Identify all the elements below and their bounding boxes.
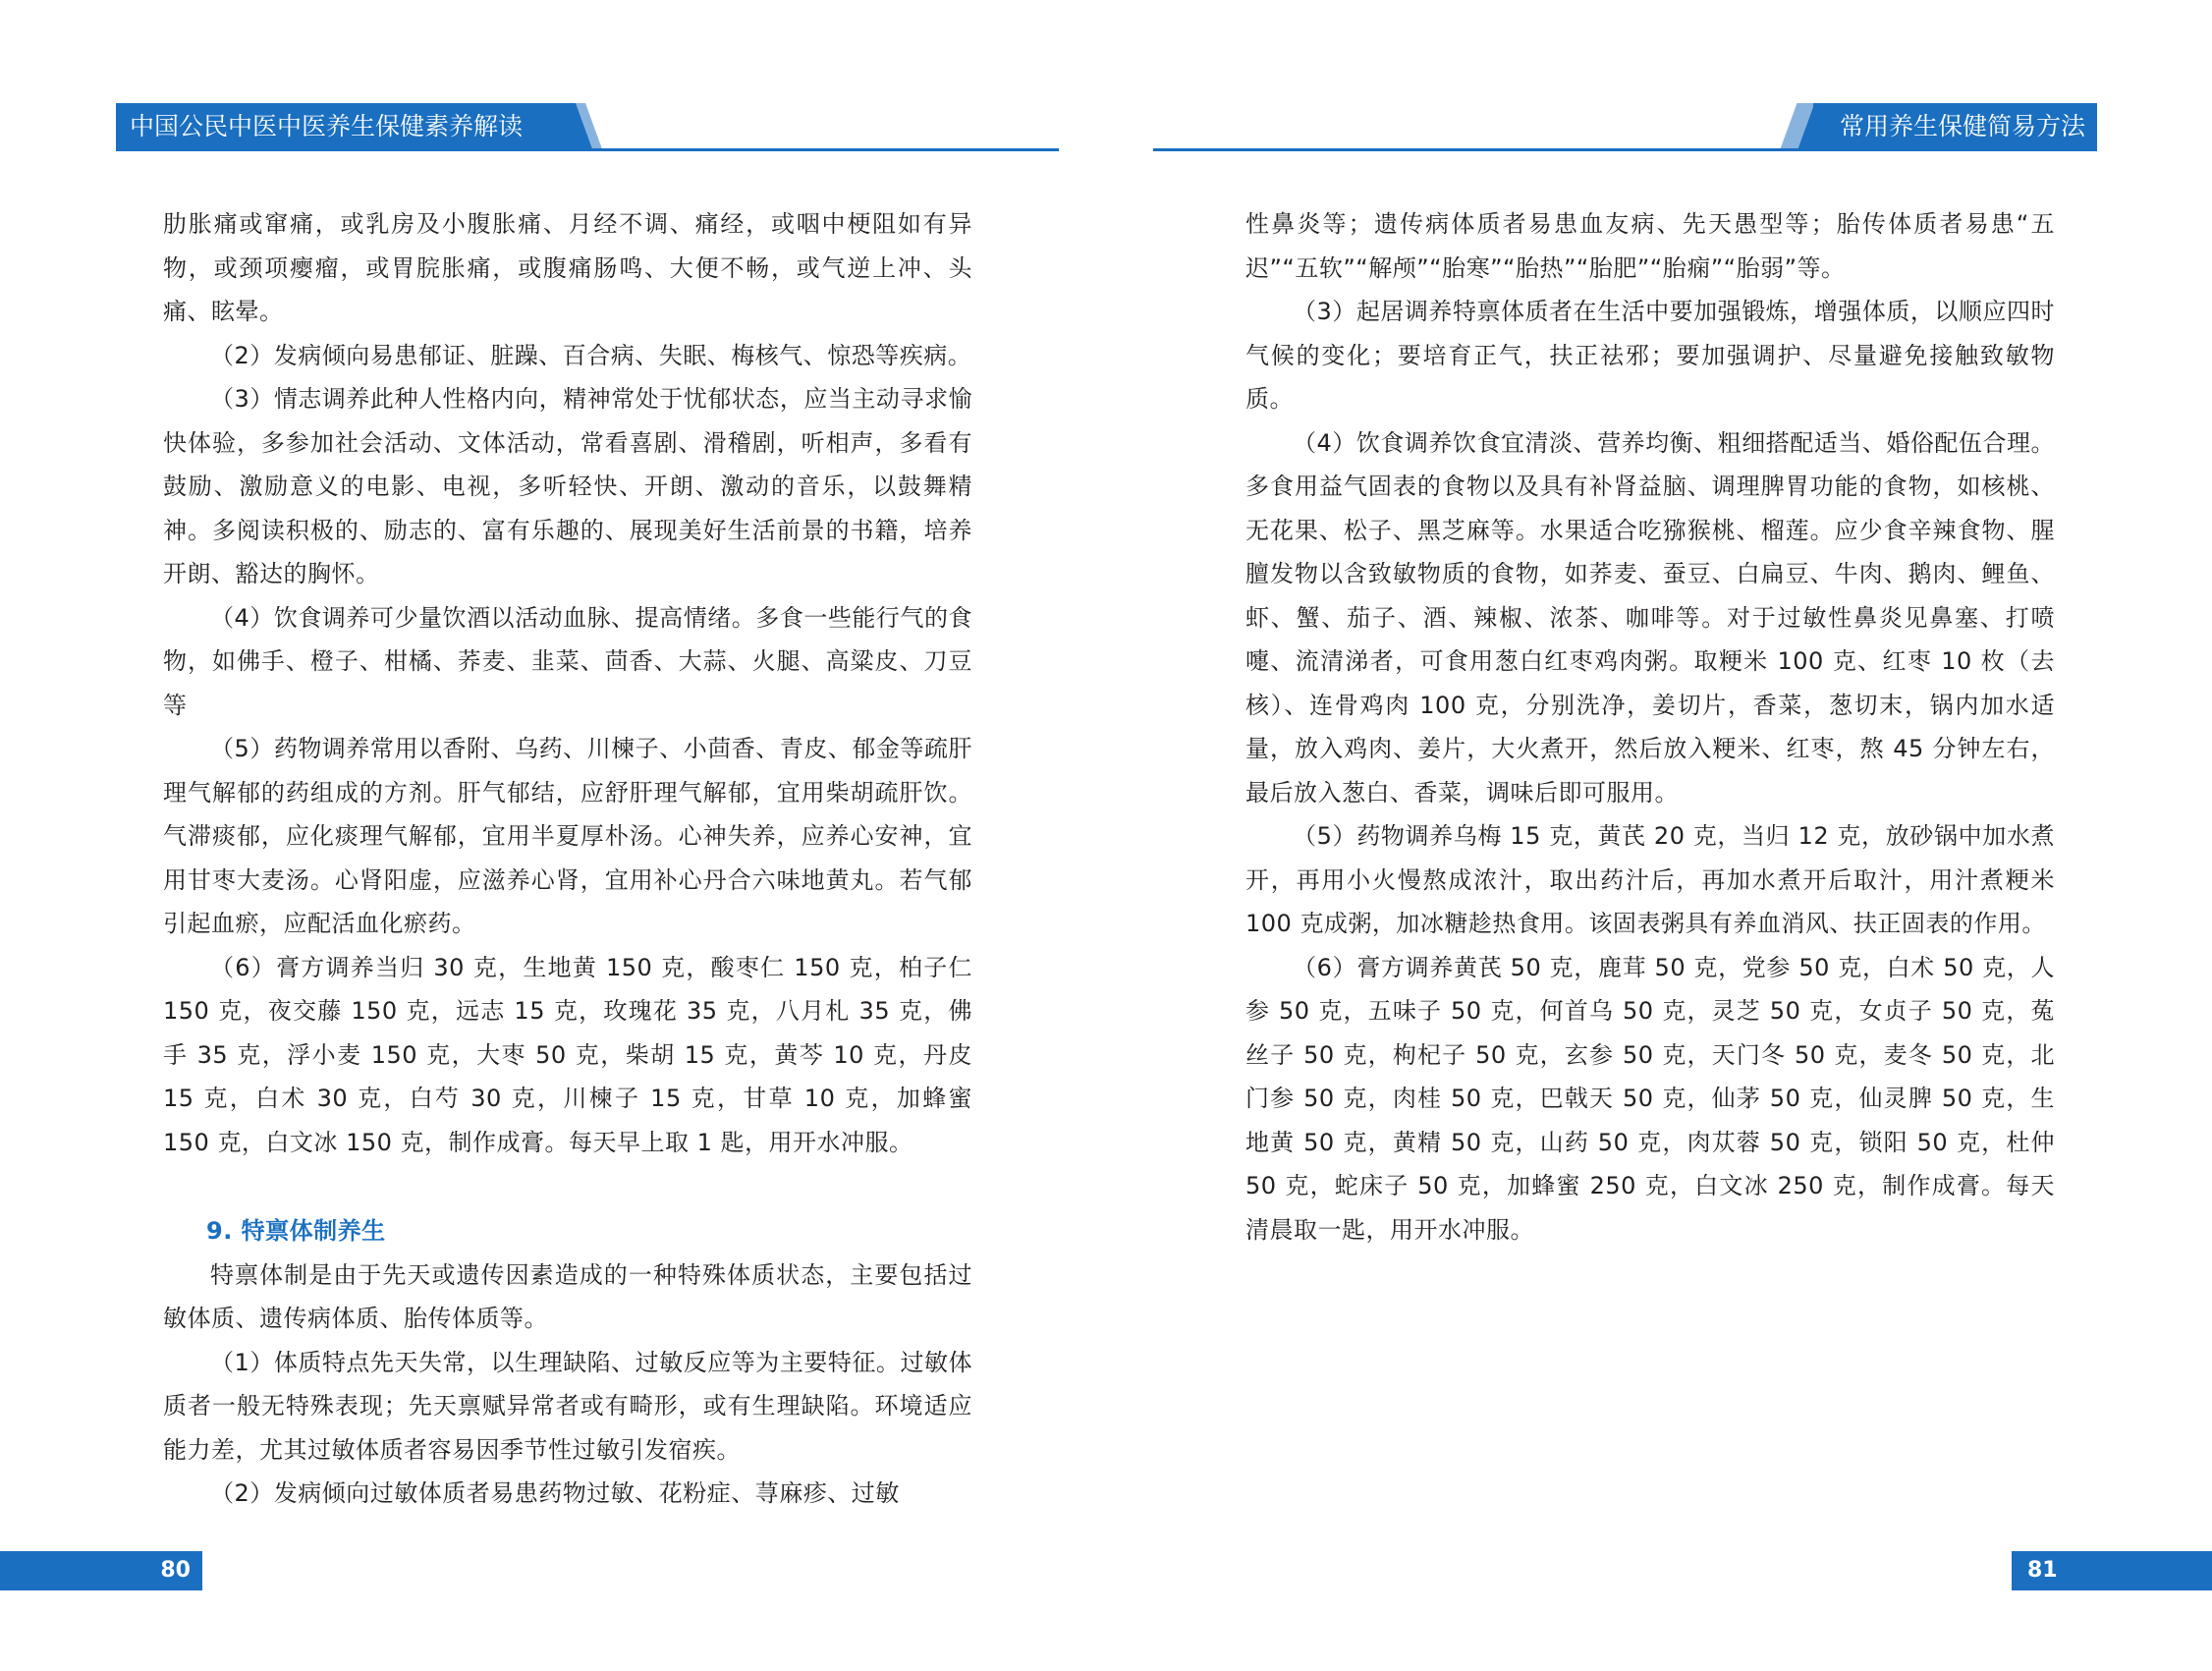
paragraph: （5）药物调养乌梅 15 克，黄芪 20 克，当归 12 克，放砂锅中加水煮开，再用小火慢熬成浓汁，取出药汁后，再加水煮开后取汁，用汁煮粳米 100 克成粥，加冰糖趁热食用。该固表粥具有养血消风、扶正固表的作用。 (1245, 822, 2055, 937)
paragraph: （2）发病倾向易患郁证、脏躁、百合病、失眠、梅核气、惊恐等疾病。 (210, 341, 972, 369)
header-left-title: 中国公民中医中医养生保健素养解读 (116, 103, 563, 150)
header-left-rule (116, 148, 1059, 151)
paragraph: （1）体质特点先天失常，以生理缺陷、过敏反应等为主要特征。过敏体质者一般无特殊表现；先天禀赋异常者或有畸形，或有生理缺陷。环境适应能力差，尤其过敏体质者容易因季节性过敏引发宿疾。 (163, 1348, 972, 1464)
page-number-right: 81 (2012, 1551, 2212, 1590)
section-heading: 9. 特禀体制养生 (206, 1217, 386, 1245)
paragraph: （2）发病倾向过敏体质者易患药物过敏、花粉症、荨麻疹、过敏 (210, 1479, 900, 1507)
paragraph: （3）起居调养特禀体质者在生活中要加强锻炼，增强体质，以顺应四时气候的变化；要培育正气，扶正祛邪；要加强调护、尽量避免接触致敏物质。 (1245, 298, 2055, 413)
paragraph: （4）饮食调养饮食宜清淡、营养均衡、粗细搭配适当、婚俗配伍合理。多食用益气固表的食物以及具有补肾益脑、调理脾胃功能的食物，如核桃、无花果、松子、黑芝麻等。水果适合吃猕猴桃、榴莲。应少食辛辣食物、腥膻发物以含致敏物质的食物，如荞麦、蚕豆、白扁豆、牛肉、鹅肉、鲤鱼、虾、蟹、茄子、酒、辣椒、浓茶、咖啡等。对于过敏性鼻炎见鼻塞、打喷嚏、流清涕者，可食用葱白红枣鸡肉粥。取粳米 100 克、红枣 10 枚（去核）、连骨鸡肉 100 克，分别洗净，姜切片，香菜，葱切末，锅内加水适量，放入鸡肉、姜片，大火煮开，然后放入粳米、红枣，熬 45 分钟左右，最后放入葱白、香菜，调味后即可服用。 (1245, 428, 2055, 807)
paragraph: （6）膏方调养当归 30 克，生地黄 150 克，酸枣仁 150 克，柏子仁 150 克，夜交藤 150 克，远志 15 克，玫瑰花 35 克，八月札 35 克，佛手 35 克，浮小麦 150 克，大枣 50 克，柴胡 15 克，黄芩 10 克，丹皮 15 克，白术 30 克，白芍 30 克，川楝子 15 克，甘草 10 克，加蜂蜜 150 克，白文冰 150 克，制作成膏。每天早上取 1 匙，用开水冲服。 (163, 953, 972, 1156)
paragraph: 特禀体制是由于先天或遗传因素造成的一种特殊体质状态，主要包括过敏体质、遗传病体质、胎传体质等。 (163, 1260, 972, 1332)
left-page-body (163, 202, 972, 1516)
header-right-rule (1153, 148, 2097, 151)
paragraph: （3）情志调养此种人性格内向，精神常处于忧郁状态，应当主动寻求愉快体验，多参加社会活动、文体活动，常看喜剧、滑稽剧，听相声，多看有鼓励、激励意义的电影、电视，多听轻快、开朗、激动的音乐，以鼓舞精神。多阅读积极的、励志的、富有乐趣的、展现美好生活前景的书籍，培养开朗、豁达的胸怀。 (163, 385, 972, 587)
paragraph: （6）膏方调养黄芪 50 克，鹿茸 50 克，党参 50 克，白术 50 克，人参 50 克，五味子 50 克，何首乌 50 克，灵芝 50 克，女贞子 50 克，菟丝子 50 克，枸杞子 50 克，玄参 50 克，天门冬 50 克，麦冬 50 克，北门参 50 克，肉桂 50 克，巴戟天 50 克，仙茅 50 克，仙灵脾 50 克，生地黄 50 克，黄精 50 克，山药 50 克，肉苁蓉 50 克，锁阳 50 克，杜仲 50 克，蛇床子 50 克，加蜂蜜 250 克，白文冰 250 克，制作成膏。每天清晨取一匙，用开水冲服。 (1245, 953, 2055, 1244)
paragraph: （5）药物调养常用以香附、乌药、川楝子、小茴香、青皮、郁金等疏肝理气解郁的药组成的方剂。肝气郁结，应舒肝理气解郁，宜用柴胡疏肝饮。气滞痰郁，应化痰理气解郁，宜用半夏厚朴汤。心神失养，应养心安神，宜用甘枣大麦汤。心肾阳虚，应滋养心肾，宜用补心丹合六味地黄丸。若气郁引起血瘀，应配活血化瘀药。 (163, 735, 972, 937)
header-right-title: 常用养生保健简易方法 (1813, 103, 2097, 150)
page-number-left: 80 (0, 1551, 202, 1590)
paragraph: （4）饮食调养可少量饮酒以活动血脉、提高情绪。多食一些能行气的食物，如佛手、橙子、柑橘、荞麦、韭菜、茴香、大蒜、火腿、高粱皮、刀豆等 (163, 603, 972, 719)
right-page-body (1245, 202, 2055, 1252)
paragraph: 肋胀痛或窜痛，或乳房及小腹胀痛、月经不调、痛经，或咽中梗阻如有异物，或颈项瘿瘤，或胃脘胀痛，或腹痛肠鸣、大便不畅，或气逆上冲、头痛、眩晕。 (163, 210, 972, 325)
paragraph: 性鼻炎等；遗传病体质者易患血友病、先天愚型等；胎传体质者易患“五迟”“五软”“解颅”“胎寒”“胎热”“胎肥”“胎痫”“胎弱”等。 (1245, 210, 2055, 282)
